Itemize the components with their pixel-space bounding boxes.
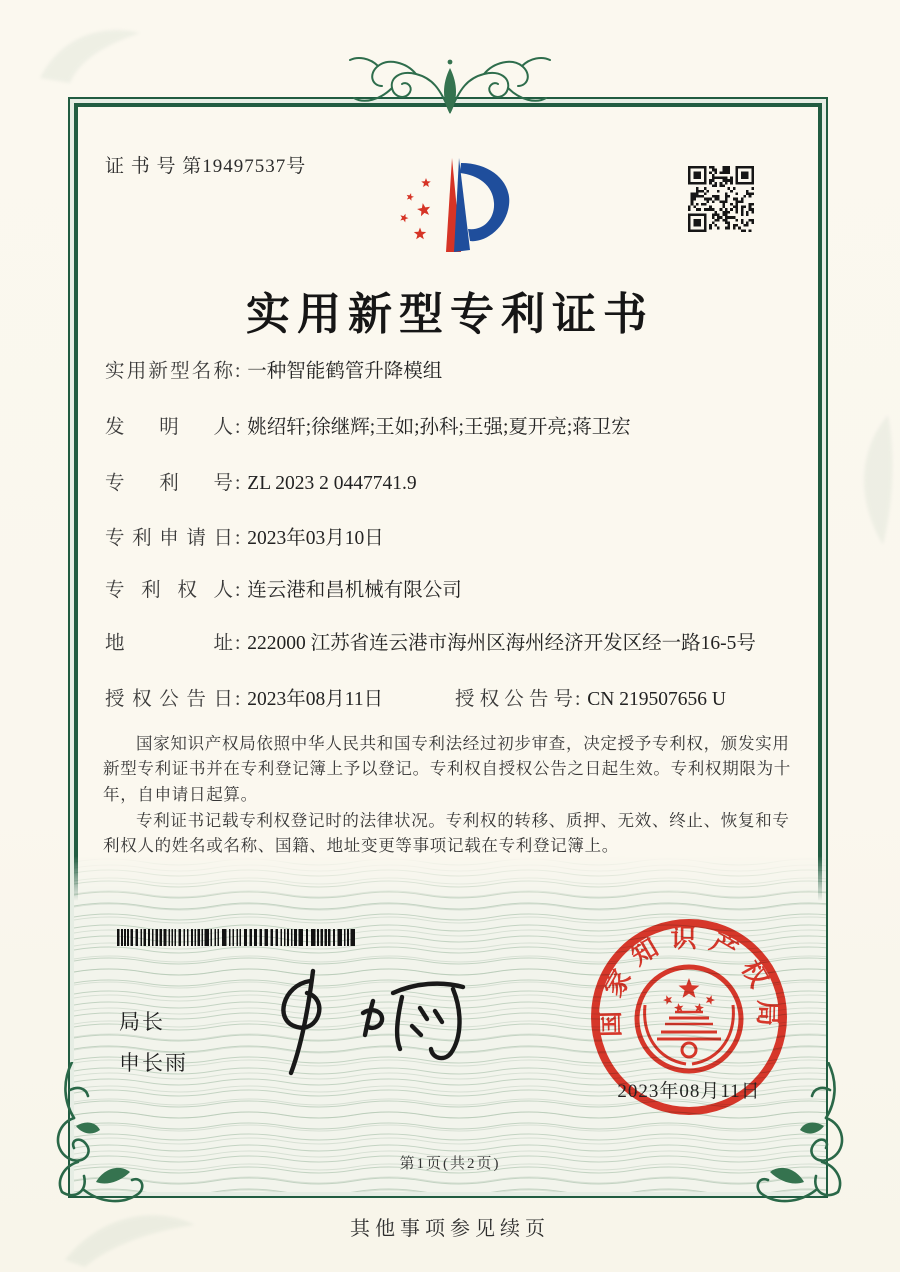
officer-role: 局长 — [119, 1011, 165, 1034]
field-row-utility-model-name — [105, 358, 815, 385]
legal-paragraph-1: 国家知识产权局依照中华人民共和国专利法经过初步审查，决定授予专利权，颁发实用新型专利证书并在专利登记簿上予以登记。专利权自授权公告之日起生效。专利权期限为十年，自申请日起算。 — [103, 734, 791, 804]
colon: : — [575, 689, 581, 710]
field-label: 专 利 权 人 — [105, 580, 233, 601]
field-value: 姚绍轩;徐继辉;王如;孙科;王强;夏开亮;蒋卫宏 — [247, 417, 631, 438]
official-seal — [579, 907, 799, 1127]
field-label: 地 址 — [105, 633, 233, 654]
colon: : — [235, 473, 241, 494]
faint-edge-mark — [838, 410, 898, 550]
colon: : — [235, 689, 241, 710]
field-label: 授 权 公 告 号 — [455, 689, 573, 710]
officer-name: 申长雨 — [119, 1052, 188, 1075]
bottom-left-flourish — [48, 1062, 178, 1207]
colon: : — [235, 417, 241, 438]
field-value: 222000 江苏省连云港市海州区海州经济开发区经一路16-5号 — [247, 633, 756, 654]
field-value: 2023年08月11日 — [247, 689, 384, 710]
field-value: 一种智能鹤管升降模组 — [247, 361, 443, 382]
seal-date: 2023年08月11日 — [617, 1081, 761, 1102]
faint-corner-mark — [30, 8, 150, 88]
field-row-patentee — [105, 577, 815, 604]
cnipa-logo — [388, 153, 518, 265]
seal-national-emblem — [637, 967, 741, 1071]
colon: : — [235, 633, 241, 654]
continuation-note: 其他事项参见续页 — [350, 1218, 550, 1240]
field-row-inventors — [105, 414, 815, 441]
certificate-title: 实用新型专利证书 — [246, 290, 654, 339]
colon: : — [235, 580, 241, 601]
field-row-grant-number — [455, 686, 800, 713]
legal-paragraph-2: 专利证书记载专利权登记时的法律状况。专利权的转移、质押、无效、终止、恢复和专利权人的姓名或名称、国籍、地址变更等事项记载在专利登记簿上。 — [103, 810, 790, 856]
field-label: 专 利 申 请 日 — [105, 528, 233, 549]
barcode — [117, 929, 355, 946]
field-row-patent-number — [105, 470, 815, 497]
field-value: 2023年03月10日 — [247, 528, 384, 549]
field-value: CN 219507656 U — [587, 689, 726, 710]
colon: : — [235, 361, 241, 382]
field-label: 发 明 人 — [105, 417, 233, 438]
seal-agency-text: 国家知识产权局 — [595, 924, 783, 1038]
field-row-grant-date — [105, 686, 445, 713]
field-label: 授 权 公 告 日 — [105, 689, 233, 710]
qr-code — [688, 166, 754, 232]
field-value: 连云港和昌机械有限公司 — [247, 580, 462, 601]
signature-handwriting — [255, 963, 475, 1081]
field-label: 实 用 新 型 名 称 — [105, 361, 233, 382]
page-number: 第1页(共2页) — [399, 1156, 501, 1172]
legal-text-block — [103, 731, 800, 859]
certificate-number: 证 书 号 第19497537号 — [105, 156, 307, 177]
field-label: 专 利 号 — [105, 473, 233, 494]
field-row-address — [105, 630, 815, 657]
field-row-filing-date — [105, 525, 815, 552]
field-value: ZL 2023 2 0447741.9 — [247, 473, 417, 494]
colon: : — [235, 528, 241, 549]
top-crest-ornament — [320, 48, 580, 118]
